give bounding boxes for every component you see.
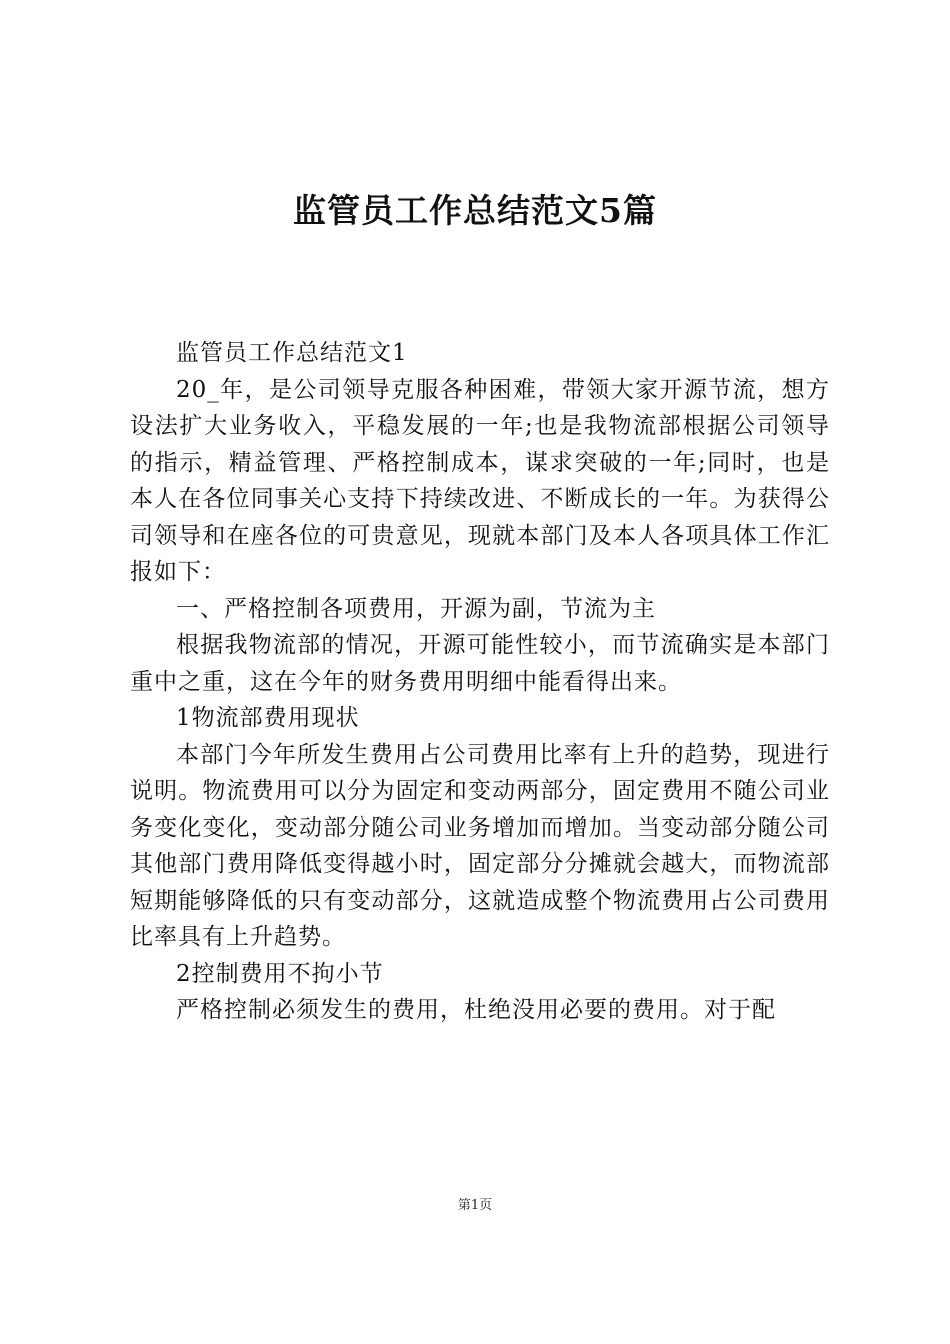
- paragraph-section-heading: 监管员工作总结范文1: [176, 340, 408, 366]
- paragraph-subheading-details: 2控制费用不拘小节: [176, 960, 384, 987]
- document-title: 监管员工作总结范文5篇: [293, 191, 657, 230]
- paragraph-subheading-cost-status: 1物流部费用现状: [176, 705, 360, 731]
- document-body: [130, 335, 830, 1029]
- page-number: 第1页: [457, 1198, 493, 1213]
- paragraph-heading-cost-control: 一、严格控制各项费用，开源为副，节流为主: [176, 595, 656, 622]
- paragraph-strict-control: 严格控制必须发生的费用，杜绝没用必要的费用。对于配: [176, 997, 776, 1023]
- paragraph-intro: 20_年，是公司领导克服各种困难，带领大家开源节流，想方设法扩大业务收入，平稳发展的一年;也是我物流部根据公司领导的指示，精益管理、严格控制成本，谋求突破的一年;同时，也是本人在各位同事关心支持下持续改进、不断成长的一年。为获得公司领导和在座各位的可贵意见，现就本部门及本人各项具体工作汇报如下：: [130, 376, 830, 585]
- paragraph-cost-status: 本部门今年所发生费用占公司费用比率有上升的趋势，现进行说明。物流费用可以分为固定和变动两部分，固定费用不随公司业务变化变化，变动部分随公司业务增加而增加。当变动部分随公司其他部门费用降低变得越小时，固定部分分摊就会越大，而物流部短期能够降低的只有变动部分，这就造成整个物流费用占公司费用比率具有上升趋势。: [130, 741, 830, 950]
- paragraph-department-situation: 根据我物流部的情况，开源可能性较小，而节流确实是本部门重中之重，这在今年的财务费用明细中能看得出来。: [130, 632, 830, 695]
